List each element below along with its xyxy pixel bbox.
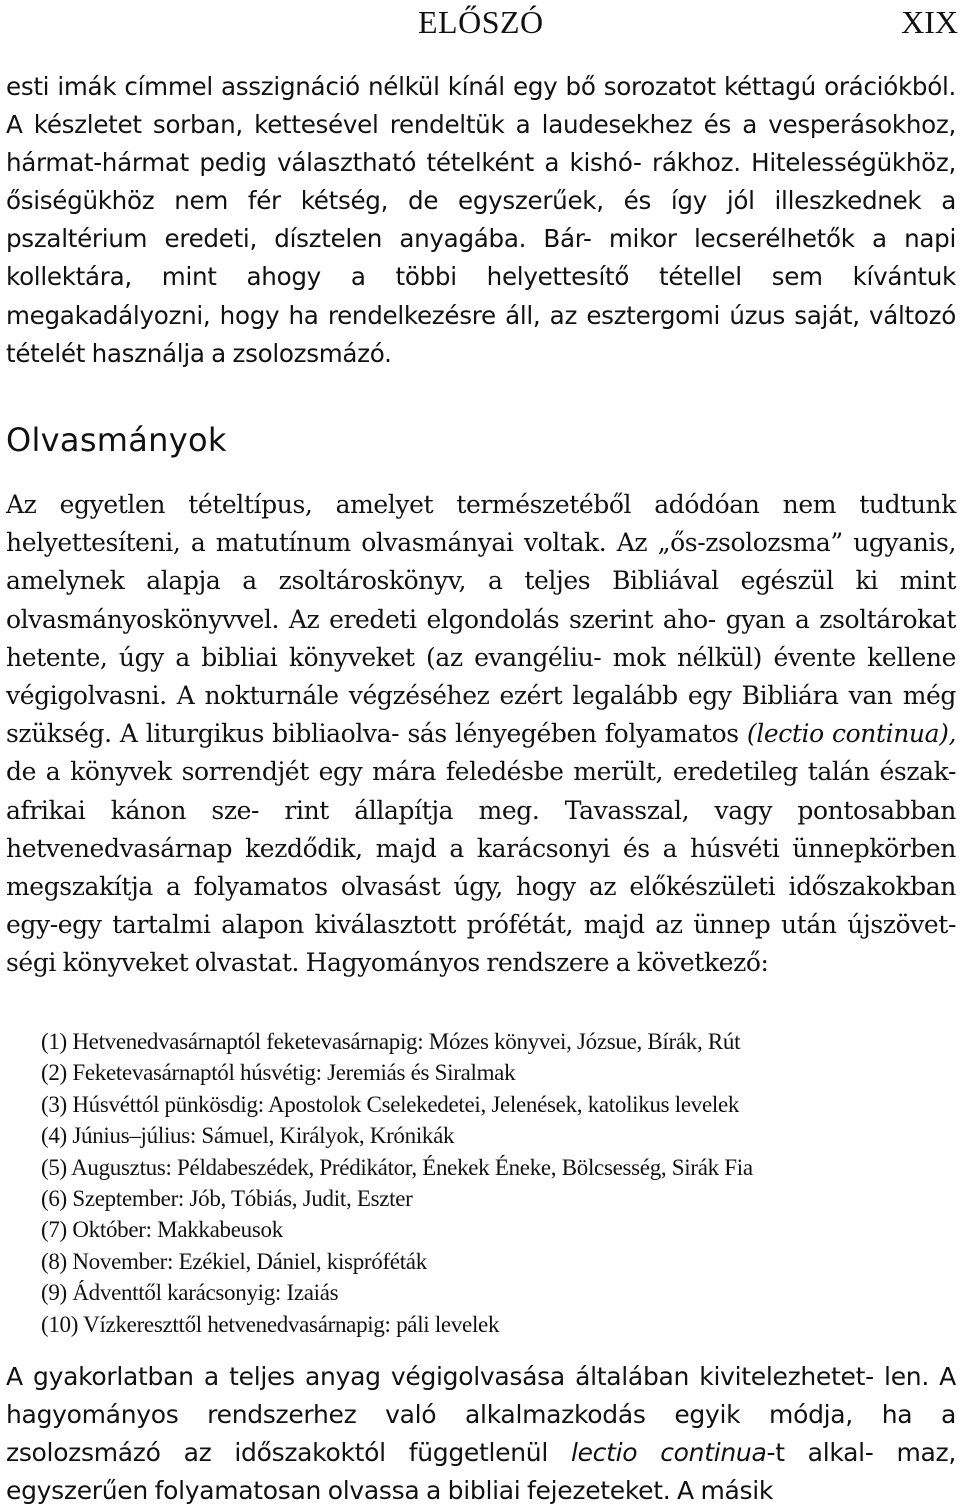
list-item: (1) Hetvenedvasárnaptól feketevasárnapig: Mózes könyvei, Józsue, Bírák, Rút <box>41 1029 741 1054</box>
text-line: kezdődik, majd a karácsonyi és a húsvéti ünnepkörben megszakítja a <box>6 833 956 902</box>
list-item: (10) Vízkereszttől hetvenedvasárnapig: páli levelek <box>41 1311 500 1337</box>
text-line: a vesperásokhoz, hármat-hármat pedig választható tételként a kishó- <box>6 110 956 178</box>
chapter-title: ELŐSZÓ <box>418 4 544 40</box>
text-line: mok nélkül) évente kellene végigolvasni. A nokturnále végzéséhez <box>6 642 957 711</box>
text-line: esti imák címmel asszignáció nélkül kínál egy bő sorozatot kéttagú <box>6 72 816 101</box>
text-line: orációkból. A készletet sorban, kettesével rendeltük a laudesekhez és <box>6 72 956 140</box>
paragraph-closing-prayers <box>6 68 956 373</box>
text-line: len. A hagyományos rendszerhez való alkalmazkodás egyik módja, <box>6 1362 956 1429</box>
text-fragment: ha a zsolozsmázó az időszakoktól függetlenül <box>6 1400 956 1467</box>
list-item: (8) November: Ezékiel, Dániel, kispróféták <box>41 1248 427 1274</box>
text-fragment: -t alkal- <box>766 1438 874 1467</box>
text-fragment: sás lényegében folyamatos <box>407 719 747 749</box>
text-line: A gyakorlatban a teljes anyag végigolvasása általában kivitelezhetet- <box>6 1362 874 1391</box>
running-header <box>0 0 960 50</box>
text-line: Az egyetlen tételtípus, amelyet természetéből adódóan nem tudtunk <box>6 490 956 519</box>
text-line: rint állapítja meg. Tavasszal, vagy pontosabban hetvenedvasárnap <box>6 795 957 863</box>
text-line: tartalmi alapon kiválasztott prófétát, majd az ünnep után újszövet- <box>112 910 957 940</box>
text-line: ki mint olvasmányoskönyvvel. Az eredeti elgondolás szerint aho- <box>6 566 957 634</box>
list-item: (4) Június–július: Sámuel, Királyok, Krónikák <box>41 1123 455 1149</box>
list-item: (9) Ádventtől karácsonyig: Izaiás <box>41 1280 339 1306</box>
reading-schedule-list <box>41 1026 753 1340</box>
section-heading: Olvasmányok <box>6 421 227 459</box>
text-line: maz, egyszerűen folyamatosan olvassa a bibliai fejezeteket. A másik <box>6 1438 956 1505</box>
text-line: helyettesíteni, a matutínum olvasmányai voltak. Az „ős-zsolozsma” <box>6 528 843 558</box>
text-line: rákhoz. Hitelességükhöz, ősiségükhöz nem fér kétség, de egyszerűek, <box>6 148 956 216</box>
text-line: egy mára feledésbe merült, eredetileg talán észak-afrikai kánon sze- <box>6 757 956 825</box>
list-item: (6) Szeptember: Jób, Tóbiás, Judit, Eszter <box>41 1186 413 1212</box>
text-line: ezért legalább egy Bibliára van még szükség. A liturgikus bibliaolva- <box>6 681 956 749</box>
text-line: és így jól illeszkednek a pszaltérium eredeti, dísztelen anyagába. Bár- <box>6 186 956 254</box>
text-fragment: de a könyvek sorrendjét <box>6 757 309 787</box>
text-line: gyan a zsoltárokat hetente, úgy a bibliai könyveket (az evangéliu- <box>6 604 957 672</box>
text-line: folyamatos olvasást úgy, hogy az előkészületi időszakokban egy-egy <box>6 872 956 940</box>
latin-term: lectio continua <box>570 1438 767 1467</box>
text-line: esztergomi úzus saját, változó tételét használja a zsolozsmázó. <box>6 300 956 368</box>
list-item: (7) Október: Makkabeusok <box>41 1217 283 1243</box>
paragraph-practice <box>6 1358 956 1510</box>
list-item: (3) Húsvéttól pünkösdig: Apostolok Cselekedetei, Jelenések, katolikus levelek <box>41 1091 740 1117</box>
text-line: ségi könyveket olvastat. Hagyományos rendszere a következő: <box>6 948 769 978</box>
latin-term: (lectio continua), <box>746 719 957 749</box>
text-line: mikor lecserélhetők a napi kollektára, mint ahogy a többi helyettesítő <box>6 224 956 292</box>
text-line: tétellel sem kívántuk megakadályozni, hogy ha rendelkezésre áll, az <box>6 262 956 330</box>
page-number: XIX <box>901 4 958 40</box>
list-item: (2) Feketevasárnaptól húsvétig: Jeremiás és Siralmak <box>41 1060 516 1086</box>
text-line: ugyanis, amelynek alapja a zsoltároskönyv, a teljes Bibliával egészül <box>6 528 957 596</box>
list-item: (5) Augusztus: Példabeszédek, Prédikátor, Énekek Éneke, Bölcsesség, Sirák Fia <box>41 1154 753 1180</box>
paragraph-readings <box>6 486 956 983</box>
